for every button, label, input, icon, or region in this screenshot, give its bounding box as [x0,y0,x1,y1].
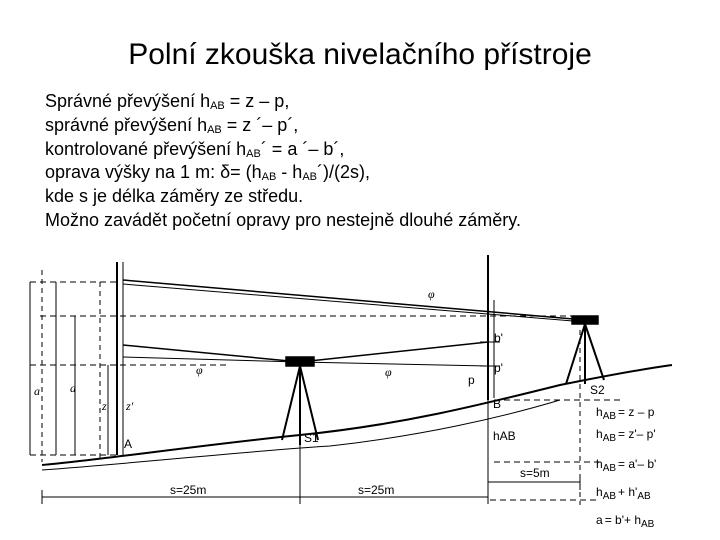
sight-line-s1-right-b [300,362,488,366]
equation-2: $h_{AB} = z'-$ p' [596,427,656,444]
text-line-1: Správné převýšení $h_{AB} = z - p$, [45,91,290,112]
text-line-2: správné převýšení $h_{AB} = z$ ´– p´, [45,114,299,136]
label-b-prime: b' [494,331,503,345]
ground-line [42,365,672,465]
text-line-5: kde s je délka záměry ze středu. [45,186,304,207]
label-a-prime: a' [34,384,43,398]
text-line-3: kontrolované převýšení $h_{AB}´ = a$ ´– b´, [45,138,345,160]
instrument-s1 [286,357,314,366]
label-s25-left: s=25m [170,483,207,497]
label-s25-right: s=25m [358,483,395,497]
equation-5: $a = b'+ h_{AB}$ [596,513,655,530]
tripod-s2 [566,324,604,384]
label-s5: s=5m [520,466,550,480]
label-B: B [493,397,502,411]
text-line-4: oprava výšky na 1 m: $\delta= (h_{AB}$ - $h_{AB}´)/(2s)$, [45,162,370,184]
equation-4: $h_{AB} + h'_{AB}$ [596,485,651,502]
sight-line-top [123,280,585,320]
page-title: Polní zkouška nivelačního přístroje [128,38,592,71]
label-z: z [102,399,107,413]
label-S1: S1 [304,431,319,445]
instrument-s2 [572,316,598,324]
equation-1: $h_{AB} = z - p$ [596,405,655,422]
equation-3: $h_{AB} = a'-$ b' [596,457,657,474]
label-p-prime: p' [494,361,503,375]
label-z-prime: z' [126,399,134,413]
label-p: p [468,373,475,387]
label-A: A [124,437,133,451]
label-S2: S2 [590,383,605,397]
label-phi-top: φ [428,287,435,301]
text-line-6: Možno zavádět početní opravy pro nestejně dlouhé záměry. [45,209,521,230]
sight-line-s1-right [300,342,488,362]
label-phi-left: φ [196,363,203,377]
label-phi-right: φ [385,365,392,379]
equation-list [596,405,656,530]
label-h-ab: hAB [493,429,516,443]
label-a: a [70,381,76,395]
